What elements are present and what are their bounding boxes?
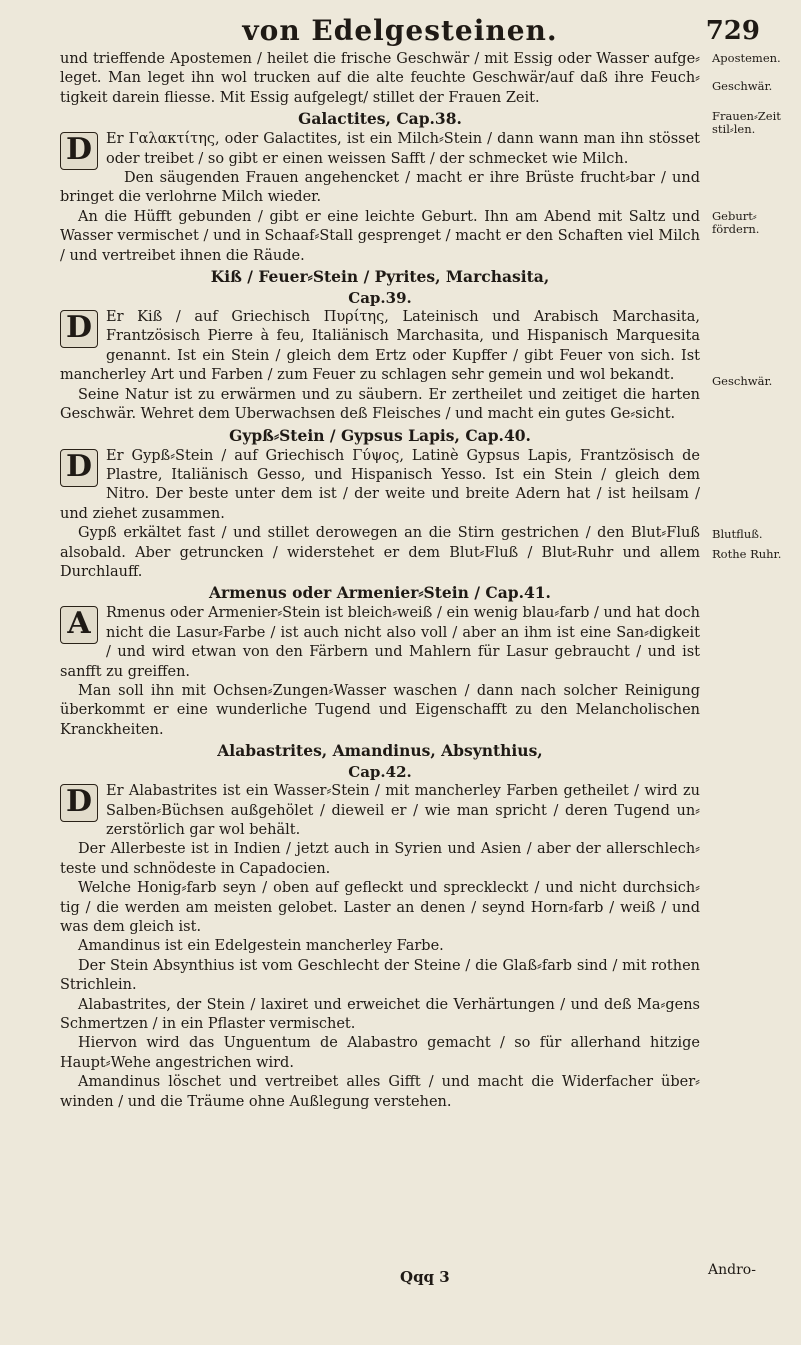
paragraph: Er Kiß / auf Griechisch Πυρίτης, Lateinisch und Arabisch Marchasita, Frantzösisch Pierre à feu, Italiänisch Marchasita, und Hispanisch Marquesita genannt. Ist ein Stein / gleich dem Ertz oder Kupffer / gibt Feuer von sich. Ist mancherley Art und Farben / zum Feuer zu schlagen sehr gemein und wol bekandt. — [60, 309, 700, 384]
running-header — [40, 14, 760, 48]
paragraph: Der Allerbeste ist in Indien / jetzt auch in Syrien und Asien / aber der allerschlech⸗teste und schnödeste in Capadocien. — [60, 841, 700, 877]
marginal-note: Geschwär. — [712, 374, 773, 388]
marginal-note: Geburt⸗fördern. — [712, 209, 760, 236]
paragraph: Hiervon wird das Unguentum de Alabastro gemacht / so für allerhand hitzige Haupt⸗Wehe angestrichen wird. — [60, 1035, 700, 1071]
paragraph: Alabastrites, der Stein / laxiret und erweichet die Verhärtungen / und deß Ma⸗gens Schmertzen / in ein Pflaster vermischet. — [60, 996, 700, 1033]
catchword: Andro- — [708, 1262, 756, 1278]
paragraph: Der Stein Absynthius ist vom Geschlecht der Steine / die Glaß⸗farb sind / mit rothen Strichlein. — [60, 957, 700, 994]
paragraph: Er Gypß⸗Stein / auf Griechisch Γύψος, Latinè Gypsus Lapis, Frantzösisch de Plastre, Italiänisch Gesso, und Hispanisch Yesso. Ist ein Stein / gleich dem Nitro. Der beste unter dem ist / der weite und breite Adern hat / ist heilsam / und ziehet zusammen. — [60, 447, 700, 522]
intro-paragraph: und trieffende Apostemen / heilet die frische Geschwär / mit Essig oder Wasser aufge⸗leget. Man leget ihn wol trucken auf die alte feuchte Geschwär/auf daß ihre Feuch⸗tigkeit darein fliesse. Mit Essig aufgelegt/ stillet der Frauen Zeit. — [60, 51, 700, 106]
running-title: von Edelgesteinen. — [242, 14, 558, 47]
paragraph: Welche Honig⸗farb seyn / oben auf gefleckt und spreckleckt / und nicht durchsich⸗tig / die werden am meisten gelobet. Laster an denen / seynd Horn⸗farb / weiß / und was dem gleich ist. — [60, 880, 700, 936]
page-number: 729 — [705, 16, 760, 46]
chapter-number: Cap.39. — [348, 289, 412, 308]
paragraph: Er Γαλακτίτης, oder Galactites, ist ein Milch⸗Stein / dann wann man ihn stösset oder treibet / so gibt er einen weissen Safft / der schmecket wie Milch. — [106, 131, 700, 167]
chapter-title-armenus: Armenus oder Armenier⸗Stein / Cap.41. — [209, 583, 551, 603]
paragraph: Amandinus ist ein Edelgestein mancherley Farbe. — [78, 938, 444, 955]
paragraph: Gypß erkältet fast / und stillet derowegen an die Stirn gestrichen / den Blut⸗Fluß alsobald. Aber getruncken / widerstehet er dem Blut⸗Fluß / Blut⸗Ruhr und allem Durchlauff. — [60, 525, 700, 580]
paragraph: Rmenus oder Armenier⸗Stein ist bleich⸗weiß / ein wenig blau⸗farb / und hat doch nicht die Lasur⸗Farbe / ist auch nicht also voll / aber an ihm ist eine San⸗digkeit / und wird etwan von den Färbern und Mahlern für Lasur gebraucht / und ist sanfft zu greiffen. — [60, 605, 700, 680]
chapter-title-alabastrites: Alabastrites, Amandinus, Absynthius, — [217, 741, 543, 761]
paragraph: An die Hüfft gebunden / gibt er eine leichte Geburt. Ihn am Abend mit Saltz und Wasser vermischet / und in Schaaf⸗Stall gesprenget / macht er den Schaften viel Milch / und vertreibet ihnen die Räude. — [60, 208, 700, 264]
paragraph: Amandinus löschet und vertreibet alles Gifft / und macht die Widerfacher über⸗winden / und die Träume ohne Außlegung verstehen. — [60, 1074, 700, 1110]
chapter-title-galactites: Galactites, Cap.38. — [298, 109, 462, 129]
chapter-number: Cap.42. — [348, 763, 412, 782]
chapter-title-gyps: Gypß⸗Stein / Gypsus Lapis, Cap.40. — [229, 425, 531, 445]
paragraph: Er Alabastrites ist ein Wasser⸗Stein / mit mancherley Farben getheilet / wird zu Salben⸗Büchsen außgehölet / dieweil er / wie man spricht / deren Tugend un⸗zerstörlich gar wol behält. — [106, 783, 700, 838]
marginal-note: Blutfluß. — [712, 527, 763, 541]
paragraph: Den säugenden Frauen angehencket / macht er ihre Brüste frucht⸗bar / und bringet die verlohrne Milch wieder. — [60, 170, 700, 206]
paragraph: Seine Natur ist zu erwärmen und zu säubern. Er zertheilet und zeitiget die harten Geschwär. Wehret dem Uberwachsen deß Fleisches / und macht ein gutes Ge⸗sicht. — [60, 386, 700, 423]
drop-initial: D — [60, 449, 98, 487]
main-text — [60, 50, 700, 1112]
drop-initial: D — [60, 310, 98, 348]
drop-initial: D — [60, 784, 98, 822]
marginal-note: Geschwär. — [712, 79, 773, 93]
drop-initial: A — [60, 606, 98, 644]
paragraph: Man soll ihn mit Ochsen⸗Zungen⸗Wasser waschen / dann nach solcher Reinigung überkommt er eine wunderliche Tugend und Eigenschafft zu den Melancholischen Kranckheiten. — [60, 682, 700, 738]
chapter-title-kis: Kiß / Feuer⸗Stein / Pyrites, Marchasita, — [210, 267, 550, 287]
signature-mark: Qqq 3 — [400, 1268, 450, 1286]
drop-initial: D — [60, 132, 98, 170]
marginal-note: Frauen⸗Zeit stil⸗len. — [712, 109, 781, 136]
marginal-note: Rothe Ruhr. — [712, 547, 782, 561]
marginal-note: Apostemen. — [712, 51, 781, 65]
